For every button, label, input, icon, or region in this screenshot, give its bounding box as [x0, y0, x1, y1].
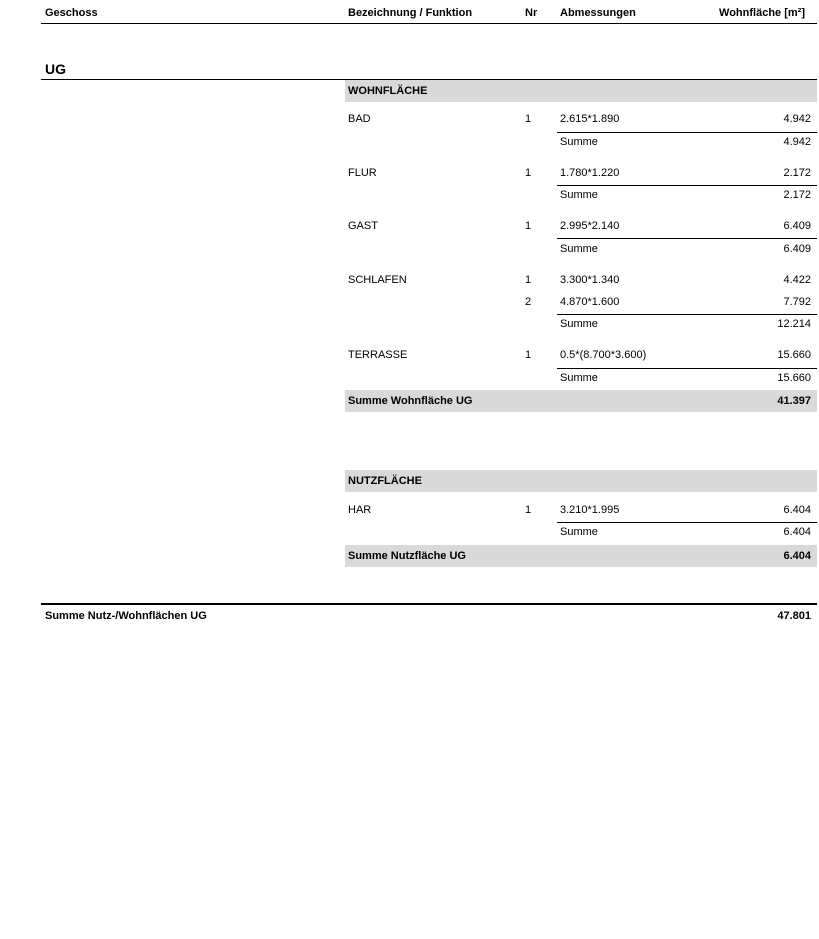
- header-wohnflaeche: Wohnfläche [m²]: [719, 7, 805, 19]
- sum-label: Summe: [560, 136, 598, 148]
- table-row: [345, 167, 817, 183]
- table-row: [345, 113, 817, 129]
- sum-divider: [557, 185, 817, 186]
- room-name: FLUR: [348, 167, 377, 179]
- section-total-value: 41.397: [777, 395, 811, 407]
- sum-divider: [557, 238, 817, 239]
- header-divider: [41, 23, 817, 24]
- row-nr: 1: [525, 274, 532, 286]
- room-sum-row: [557, 318, 817, 334]
- header-geschoss: Geschoss: [45, 7, 98, 19]
- sum-label: Summe: [560, 189, 598, 201]
- section-total-nutzflaeche: [345, 545, 817, 567]
- sum-divider: [557, 522, 817, 523]
- section-total-label: Summe Wohnfläche UG: [348, 395, 473, 407]
- sum-label: Summe: [560, 243, 598, 255]
- sum-label: Summe: [560, 372, 598, 384]
- room-sum-row: [557, 372, 817, 388]
- row-dimensions: 4.870*1.600: [560, 296, 620, 308]
- row-dimensions: 3.300*1.340: [560, 274, 620, 286]
- grand-total-row: [41, 610, 817, 626]
- section-header-nutzflaeche: [345, 470, 817, 492]
- row-nr: 1: [525, 349, 532, 361]
- grand-total-label: Summe Nutz-/Wohnflächen UG: [45, 610, 207, 622]
- grand-total-value: 47.801: [777, 610, 811, 622]
- sum-divider: [557, 314, 817, 315]
- section-header-wohnflaeche: [345, 80, 817, 102]
- room-name: SCHLAFEN: [348, 274, 407, 286]
- sum-value: 6.404: [783, 526, 811, 538]
- sum-value: 4.942: [783, 136, 811, 148]
- header-bezeichnung: Bezeichnung / Funktion: [348, 7, 473, 19]
- room-sum-row: [557, 243, 817, 259]
- row-area: 4.422: [783, 274, 811, 286]
- sum-value: 6.409: [783, 243, 811, 255]
- table-row: [345, 504, 817, 520]
- table-row: [345, 349, 817, 365]
- sum-value: 12.214: [777, 318, 811, 330]
- row-dimensions: 0.5*(8.700*3.600): [560, 349, 647, 361]
- sum-label: Summe: [560, 318, 598, 330]
- room-name: GAST: [348, 220, 378, 232]
- table-row: [345, 296, 817, 312]
- table-row: [345, 274, 817, 290]
- room-sum-row: [557, 526, 817, 542]
- section-title: NUTZFLÄCHE: [348, 475, 422, 487]
- row-nr: 1: [525, 504, 532, 516]
- floor-label: UG: [45, 61, 66, 77]
- row-area: 15.660: [777, 349, 811, 361]
- row-dimensions: 1.780*1.220: [560, 167, 620, 179]
- row-area: 2.172: [783, 167, 811, 179]
- room-sum-row: [557, 189, 817, 205]
- header-nr: Nr: [525, 7, 538, 19]
- row-area: 6.409: [783, 220, 811, 232]
- section-total-value: 6.404: [783, 550, 811, 562]
- row-dimensions: 3.210*1.995: [560, 504, 620, 516]
- row-dimensions: 2.615*1.890: [560, 113, 620, 125]
- sum-divider: [557, 368, 817, 369]
- sum-divider: [557, 132, 817, 133]
- table-row: [345, 220, 817, 236]
- header-abmessungen: Abmessungen: [560, 7, 636, 19]
- row-nr: 2: [525, 296, 532, 308]
- row-dimensions: 2.995*2.140: [560, 220, 620, 232]
- row-area: 4.942: [783, 113, 811, 125]
- room-sum-row: [557, 136, 817, 152]
- sum-label: Summe: [560, 526, 598, 538]
- section-total-wohnflaeche: [345, 390, 817, 412]
- row-area: 6.404: [783, 504, 811, 516]
- grand-total-divider: [41, 603, 817, 605]
- room-name: TERRASSE: [348, 349, 408, 361]
- room-name: BAD: [348, 113, 371, 125]
- row-nr: 1: [525, 220, 532, 232]
- sum-value: 2.172: [783, 189, 811, 201]
- row-nr: 1: [525, 167, 532, 179]
- section-total-label: Summe Nutzfläche UG: [348, 550, 466, 562]
- row-nr: 1: [525, 113, 532, 125]
- row-area: 7.792: [783, 296, 811, 308]
- sum-value: 15.660: [777, 372, 811, 384]
- section-title: WOHNFLÄCHE: [348, 85, 428, 97]
- room-name: HAR: [348, 504, 372, 516]
